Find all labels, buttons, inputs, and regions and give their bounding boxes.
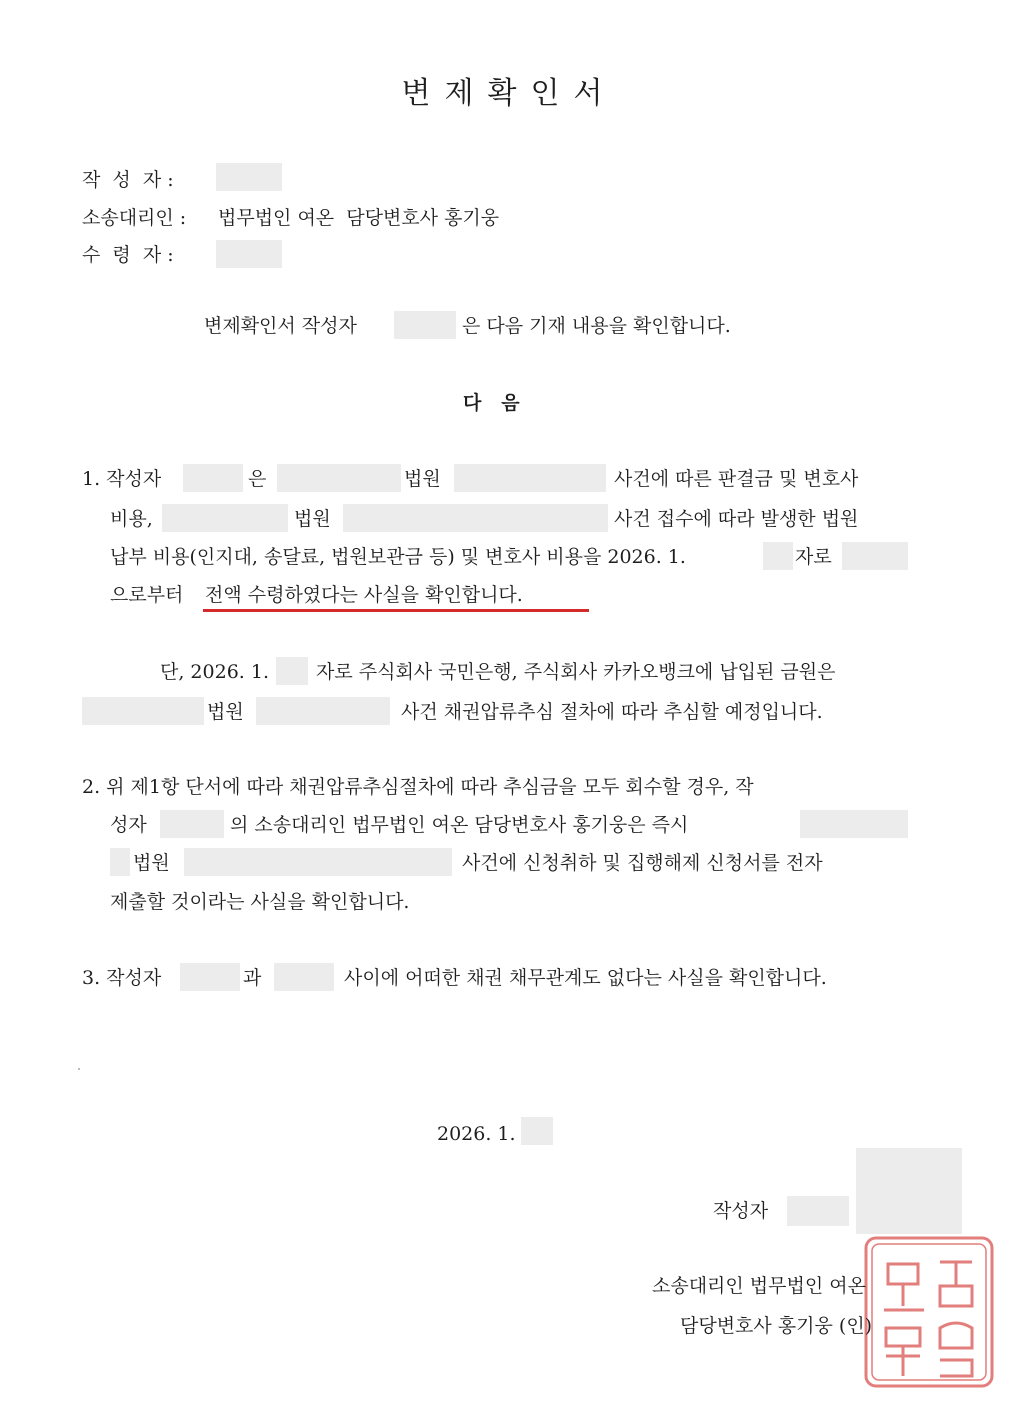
item3-text-a: 3. 작성자 — [82, 967, 162, 989]
item2-line1: 2. 위 제1항 단서에 따라 채권압류추심절차에 따라 추심금을 모두 회수할 경우, 작 — [82, 776, 754, 798]
item2-line2-b: 의 소송대리인 법무법인 여온 담당변호사 홍기웅은 즉시 — [230, 814, 689, 836]
note-line2-b: 사건 채권압류추심 절차에 따라 추심할 예정입니다. — [401, 701, 823, 723]
note-redaction-2 — [82, 697, 204, 725]
item1-line3-a: 납부 비용(인지대, 송달료, 법원보관금 등) 및 변호사 비용을 2026. 1. — [110, 546, 686, 568]
scan-speck — [78, 1068, 80, 1070]
signature-lawyer-line: 담당변호사 홍기웅 (인) — [680, 1315, 873, 1337]
red-underline — [203, 609, 589, 612]
item3-text-c: 사이에 어떠한 채권 채무관계도 없다는 사실을 확인합니다. — [344, 967, 827, 989]
item2-redaction-2 — [800, 810, 908, 838]
writer-seal-redaction — [856, 1148, 962, 1234]
date-day-redaction — [521, 1117, 553, 1145]
document-title: 변제확인서 — [401, 76, 617, 111]
item1-line3-b: 자로 — [795, 546, 832, 568]
item1-redaction-3 — [454, 464, 606, 492]
item1-line2-b: 법원 — [294, 508, 331, 530]
item1-line4-a: 으로부터 — [110, 584, 184, 606]
agent-label: 소송대리인 : — [82, 207, 187, 229]
intro-redaction — [394, 311, 456, 339]
note-line2-a: 법원 — [207, 701, 244, 723]
item2-redaction-4 — [184, 848, 452, 876]
note-line1-b: 자로 주식회사 국민은행, 주식회사 카카오뱅크에 납입된 금원은 — [316, 661, 836, 683]
item3-text-b: 과 — [243, 967, 262, 989]
item3-redaction-2 — [274, 963, 334, 991]
note-redaction-1 — [276, 657, 308, 685]
signature-agent-line: 소송대리인 법무법인 여온 — [652, 1275, 866, 1297]
item1-line4-b: 전액 수령하였다는 사실을 확인합니다. — [205, 584, 523, 606]
signature-writer-redaction — [787, 1196, 849, 1226]
item1-redaction-1 — [183, 464, 243, 492]
item1-text-b: 법원 — [404, 468, 441, 490]
receiver-name-redaction — [216, 240, 282, 268]
writer-label: 작 성 자 : — [82, 169, 174, 191]
item1-text-c: 사건에 따른 판결금 및 변호사 — [614, 468, 859, 490]
section-heading: 다 음 — [463, 392, 520, 414]
item3-redaction-1 — [180, 963, 240, 991]
law-firm-seal-icon — [860, 1232, 998, 1392]
item2-line2-a: 성자 — [110, 814, 147, 836]
item1-number: 1. 작성자 — [82, 468, 162, 490]
item1-line2-a: 비용, — [110, 508, 153, 530]
document-date: 2026. 1. — [437, 1123, 516, 1145]
item2-line3-a: 법원 — [133, 852, 170, 874]
item1-redaction-4 — [162, 504, 288, 532]
note-line1-a: 단, 2026. 1. — [160, 661, 269, 683]
receiver-label: 수 령 자 : — [82, 244, 174, 266]
item1-redaction-7 — [842, 542, 908, 570]
item2-redaction-3 — [110, 848, 130, 876]
item2-redaction-1 — [160, 810, 224, 838]
note-redaction-3 — [256, 697, 390, 725]
item1-text-a: 은 — [248, 468, 267, 490]
item1-redaction-6 — [763, 542, 793, 570]
signature-writer-label: 작성자 — [713, 1200, 769, 1222]
writer-name-redaction — [216, 163, 282, 191]
intro-part2: 은 다음 기재 내용을 확인합니다. — [462, 315, 731, 337]
item1-line2-c: 사건 접수에 따라 발생한 법원 — [614, 508, 859, 530]
item1-redaction-2 — [277, 464, 401, 492]
intro-part1: 변제확인서 작성자 — [204, 315, 357, 337]
agent-value: 법무법인 여온 담당변호사 홍기웅 — [218, 207, 500, 229]
item1-redaction-5 — [343, 504, 608, 532]
item2-line3-b: 사건에 신청취하 및 집행해제 신청서를 전자 — [462, 852, 823, 874]
item2-line4: 제출할 것이라는 사실을 확인합니다. — [110, 891, 410, 913]
